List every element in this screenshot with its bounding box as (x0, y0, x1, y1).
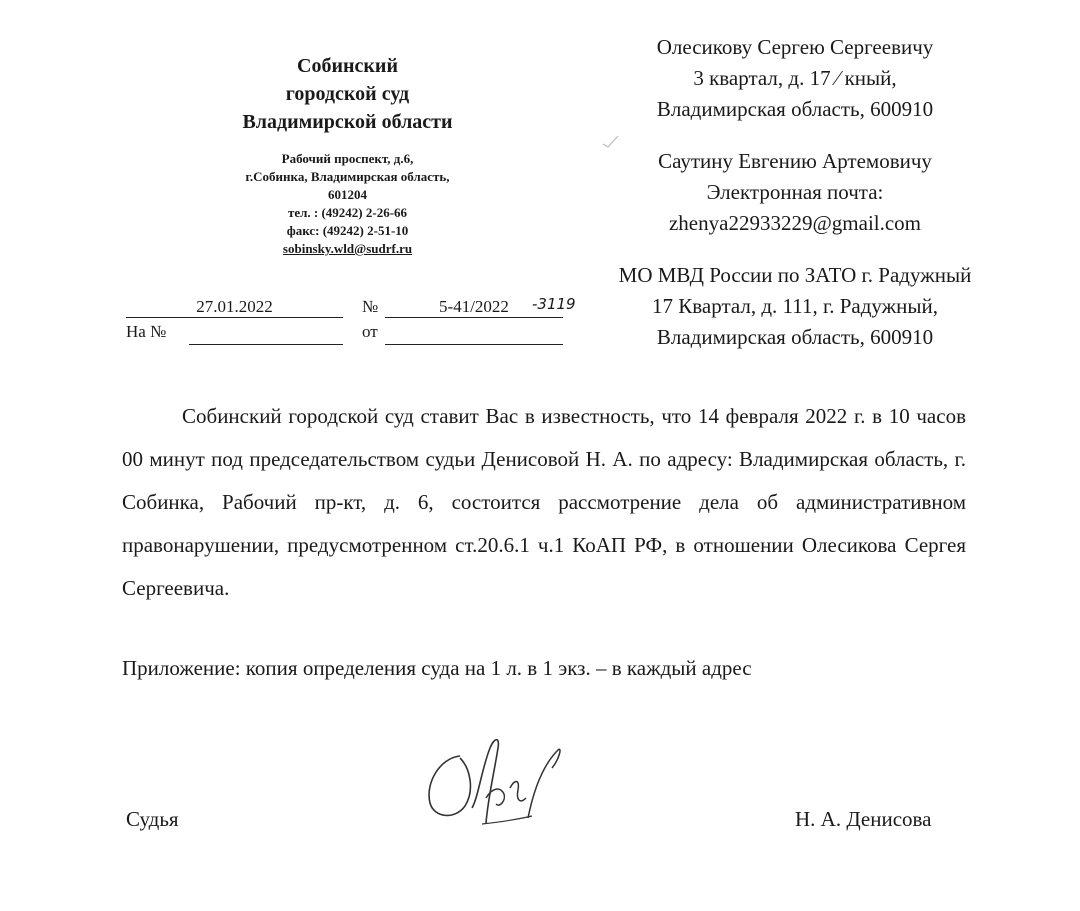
recipient-region: Владимирская область, 600910 (656, 97, 934, 121)
court-postcode: 601204 (328, 187, 367, 202)
attachment-line: Приложение: копия определения суда на 1 л. в 1 экз. – в каждый адрес (122, 656, 752, 680)
recipient-name: МО МВД России по ЗАТО г. Радужный (618, 263, 972, 287)
recipient-name: Саутину Евгению Артемовичу (658, 149, 932, 173)
recipient-address: 3 квартал, д. 17 ⁄ кный, (693, 66, 897, 90)
court-name-line: Собинский (297, 55, 398, 77)
recipient-region: Владимирская область, 600910 (656, 325, 934, 349)
recipient-address: 17 Квартал, д. 111, г. Радужный, (652, 294, 938, 318)
court-name-line: Владимирской области (242, 111, 453, 133)
registration-number-value: 5-41/2022 (439, 297, 509, 316)
registration-number-label: № (362, 297, 379, 316)
court-address-line: г.Собинка, Владимирская область, (245, 169, 450, 184)
registration-block (0, 0, 1080, 360)
handwritten-signature-icon (420, 728, 570, 838)
recipient-email: zhenya22933229@gmail.com (668, 211, 922, 235)
court-address-line: Рабочий проспект, д.6, (281, 151, 414, 166)
court-name-line: городской суд (285, 83, 410, 105)
judge-role: Судья (126, 807, 179, 831)
notice-paragraph: Собинский городской суд ставит Вас в известность, что 14 февраля 2022 г. в 10 часов 00 минут под председательством судьи Денисовой Н. А. по адресу: Владимирская область, г. Собинка, Рабочий пр-кт, д. 6, состоится рассмотрение дела об административном правонарушении, предусмотренном ст.20.6.1 ч.1 КоАП РФ, в отношении Олесикова Сергея Сергеевича. (122, 404, 966, 600)
from-date-label: от (362, 322, 378, 341)
judge-name: Н. А. Денисова (795, 807, 932, 831)
court-phone: тел. : (49242) 2-26-66 (287, 205, 408, 220)
reply-number-field (189, 324, 343, 345)
from-date-field (385, 324, 563, 345)
recipient-email-label: Электронная почта: (706, 180, 884, 204)
recipient-name: Олесикову Сергею Сергеевичу (656, 35, 934, 59)
court-email: sobinsky.wld@sudrf.ru (282, 241, 413, 256)
court-fax: факс: (49242) 2-51-10 (286, 223, 409, 238)
notice-body (122, 395, 966, 610)
registration-date: 27.01.2022 (126, 297, 343, 318)
reply-number-label: На № (126, 322, 167, 341)
registration-number-handwritten: -3119 (532, 295, 576, 313)
